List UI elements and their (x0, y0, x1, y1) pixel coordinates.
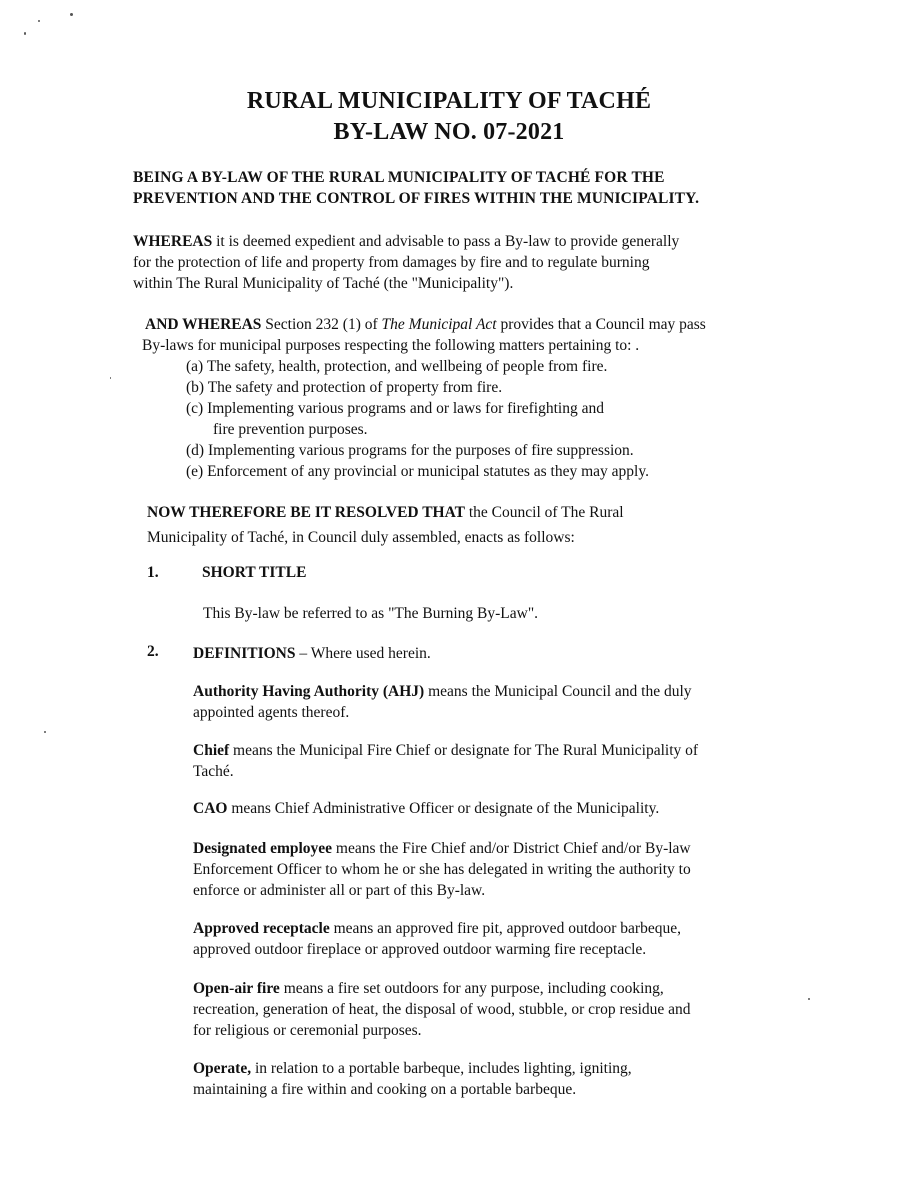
and-whereas-line-2: By-laws for municipal purposes respecting the following matters pertaining to: . (142, 337, 640, 354)
whereas-line-2: for the protection of life and property from damages by fire and to regulate burning (133, 254, 650, 271)
and-whereas-keyword: AND WHEREAS (145, 316, 262, 333)
municipal-act-title: The Municipal Act (381, 316, 497, 333)
resolved-line-2: Municipality of Taché, in Council duly assembled, enacts as follows: (147, 529, 575, 546)
and-whereas-post: provides that a Council may pass (500, 316, 706, 333)
list-item: (d) Implementing various programs for the purposes of fire suppression. (186, 442, 634, 459)
and-whereas-pre: Section 232 (1) of (265, 316, 378, 333)
subtitle-line-1: BEING A BY-LAW OF THE RURAL MUNICIPALITY OF TACHÉ FOR THE (133, 169, 665, 186)
definition-approved-receptacle: Approved receptacle means an approved fire pit, approved outdoor barbeque, approved outdoor fireplace or approved outdoor warming fire receptacle. (193, 920, 681, 958)
section-1-text: This By-law be referred to as "The Burning By-Law". (203, 605, 539, 622)
matters-list (186, 356, 746, 482)
title-line-2: BY-LAW NO. 07-2021 (333, 119, 565, 145)
whereas-keyword: WHEREAS (133, 233, 213, 250)
list-item-continuation: fire prevention purposes. (213, 421, 368, 438)
section-2-title: DEFINITIONS (193, 645, 296, 662)
list-item: (c) Implementing various programs and or laws for firefighting and (186, 400, 604, 417)
and-whereas-paragraph (142, 314, 785, 356)
list-item: (a) The safety, health, protection, and wellbeing of people from fire. (186, 358, 608, 375)
resolved-line-1: the Council of The Rural (468, 504, 624, 521)
definition-chief: Chief means the Municipal Fire Chief or designate for The Rural Municipality of Taché. (193, 742, 699, 780)
subtitle-line-2: PREVENTION AND THE CONTROL OF FIRES WITHIN THE MUNICIPALITY. (133, 190, 700, 207)
definition-operate: Operate, in relation to a portable barbeque, includes lighting, igniting, maintaining a fire within and cooking on a portable barbeque. (193, 1060, 632, 1098)
whereas-line-3: within The Rural Municipality of Taché (the "Municipality"). (133, 275, 514, 292)
resolved-paragraph (147, 500, 787, 550)
definition-open-air-fire: Open-air fire means a fire set outdoors for any purpose, including cooking, recreation, generation of heat, the disposal of wood, stubble, or crop residue and for religious or ceremonial purposes. (193, 980, 691, 1039)
definition-cao: CAO means Chief Administrative Officer or designate of the Municipality. (193, 800, 660, 817)
section-2-suffix: – Where used herein. (299, 645, 431, 662)
list-item: (e) Enforcement of any provincial or municipal statutes as they may apply. (186, 463, 649, 480)
definition-ahj: Authority Having Authority (AHJ) means the Municipal Council and the duly appointed agents thereof. (193, 683, 692, 721)
section-2-number: 2. (147, 643, 159, 660)
section-1-title: SHORT TITLE (202, 564, 307, 581)
whereas-line-1: it is deemed expedient and advisable to pass a By-law to provide generally (216, 233, 680, 250)
title-line-1: RURAL MUNICIPALITY OF TACHÉ (246, 88, 652, 114)
resolved-keyword: NOW THEREFORE BE IT RESOLVED THAT (147, 504, 465, 521)
definition-designated-employee: Designated employee means the Fire Chief and/or District Chief and/or By-law Enforcement Officer to whom he or she has delegated in writing the authority to enforce or administer all or part of this By-law. (193, 840, 691, 899)
whereas-paragraph (133, 231, 773, 294)
section-2-heading (193, 643, 833, 664)
list-item: (b) The safety and protection of property from fire. (186, 379, 503, 396)
section-1-number: 1. (147, 564, 159, 581)
